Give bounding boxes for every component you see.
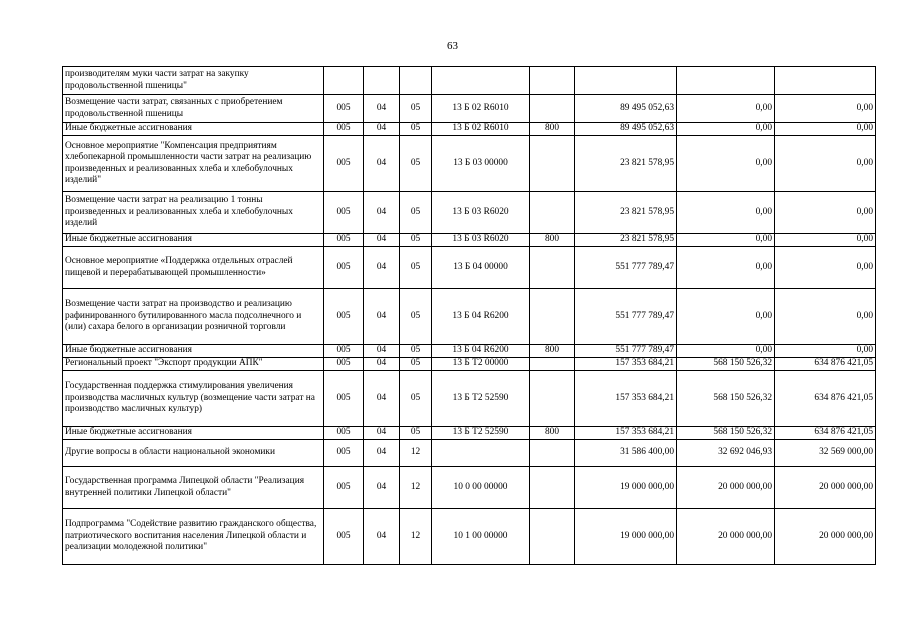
row-amount-year3-cell: 634 876 421,05 (775, 371, 876, 427)
row-amount-year1-cell: 551 777 789,47 (575, 289, 677, 345)
row-pr-cell: 12 (400, 440, 432, 467)
row-rz-cell: 04 (364, 345, 400, 358)
row-amount-year3-cell: 634 876 421,05 (775, 358, 876, 371)
row-amount-year2-cell: 0,00 (677, 136, 775, 192)
row-amount-year3-cell: 0,00 (775, 136, 876, 192)
row-amount-year3-cell: 32 569 000,00 (775, 440, 876, 467)
row-amount-year2-cell: 20 000 000,00 (677, 509, 775, 565)
table-row (63, 247, 876, 289)
row-rz-cell: 04 (364, 192, 400, 234)
row-name-cell: Государственная программа Липецкой области "Реализация внутренней политики Липецкой области" (63, 467, 324, 509)
row-vr-cell (530, 358, 575, 371)
row-amount-year1-cell: 89 495 052,63 (575, 123, 677, 136)
row-csr-cell: 13 Б T2 00000 (432, 358, 530, 371)
row-name-cell: Основное мероприятие «Поддержка отдельных отраслей пищевой и перерабатывающей промышленности» (63, 247, 324, 289)
row-rz-cell: 04 (364, 95, 400, 123)
table-row (63, 123, 876, 136)
row-amount-year3-cell: 0,00 (775, 345, 876, 358)
row-gr-cell (324, 67, 364, 95)
row-amount-year1-cell: 89 495 052,63 (575, 95, 677, 123)
row-rz-cell: 04 (364, 509, 400, 565)
row-amount-year3-cell: 0,00 (775, 192, 876, 234)
row-rz-cell: 04 (364, 247, 400, 289)
row-amount-year1-cell: 551 777 789,47 (575, 345, 677, 358)
row-vr-cell (530, 67, 575, 95)
row-amount-year1-cell: 31 586 400,00 (575, 440, 677, 467)
row-amount-year3-cell: 0,00 (775, 123, 876, 136)
row-vr-cell: 800 (530, 345, 575, 358)
table-row (63, 289, 876, 345)
table-row (63, 440, 876, 467)
row-amount-year1-cell: 19 000 000,00 (575, 467, 677, 509)
row-amount-year1-cell: 157 353 684,21 (575, 371, 677, 427)
row-amount-year3-cell: 0,00 (775, 247, 876, 289)
row-vr-cell: 800 (530, 123, 575, 136)
row-csr-cell: 10 1 00 00000 (432, 509, 530, 565)
row-pr-cell: 05 (400, 234, 432, 247)
row-rz-cell: 04 (364, 123, 400, 136)
row-pr-cell: 05 (400, 192, 432, 234)
row-pr-cell: 05 (400, 345, 432, 358)
row-amount-year1-cell: 23 821 578,95 (575, 136, 677, 192)
row-gr-cell: 005 (324, 509, 364, 565)
table-row (63, 136, 876, 192)
table-row (63, 509, 876, 565)
row-pr-cell: 05 (400, 427, 432, 440)
table-row (63, 427, 876, 440)
row-pr-cell: 05 (400, 95, 432, 123)
row-vr-cell (530, 467, 575, 509)
row-amount-year1-cell: 157 353 684,21 (575, 358, 677, 371)
row-vr-cell (530, 509, 575, 565)
row-name-cell: Государственная поддержка стимулирования увеличения производства масличных культур (возмещение части затрат на производство масличных культур) (63, 371, 324, 427)
row-rz-cell (364, 67, 400, 95)
row-csr-cell (432, 67, 530, 95)
row-rz-cell: 04 (364, 136, 400, 192)
row-name-cell: Иные бюджетные ассигнования (63, 123, 324, 136)
table-row (63, 192, 876, 234)
row-csr-cell: 13 Б T2 52590 (432, 371, 530, 427)
row-name-cell: Возмещение части затрат на реализацию 1 тонны произведенных и реализованных хлеба и хлебобулочных изделий (63, 192, 324, 234)
row-amount-year3-cell: 0,00 (775, 289, 876, 345)
row-pr-cell: 05 (400, 123, 432, 136)
row-csr-cell: 13 Б T2 52590 (432, 427, 530, 440)
row-vr-cell (530, 136, 575, 192)
row-amount-year2-cell: 568 150 526,32 (677, 358, 775, 371)
row-amount-year1-cell: 23 821 578,95 (575, 192, 677, 234)
row-csr-cell: 13 Б 03 00000 (432, 136, 530, 192)
row-csr-cell (432, 440, 530, 467)
table-row (63, 371, 876, 427)
row-amount-year2-cell: 0,00 (677, 289, 775, 345)
row-vr-cell (530, 289, 575, 345)
row-csr-cell: 13 Б 04 R6200 (432, 345, 530, 358)
row-vr-cell (530, 247, 575, 289)
row-amount-year2-cell: 568 150 526,32 (677, 371, 775, 427)
row-gr-cell: 005 (324, 440, 364, 467)
row-amount-year2-cell: 0,00 (677, 95, 775, 123)
table-row (63, 95, 876, 123)
row-amount-year2-cell: 20 000 000,00 (677, 467, 775, 509)
row-pr-cell: 05 (400, 289, 432, 345)
row-csr-cell: 13 Б 02 R6010 (432, 123, 530, 136)
row-pr-cell: 05 (400, 136, 432, 192)
table-row (63, 467, 876, 509)
row-rz-cell: 04 (364, 427, 400, 440)
table-row (63, 345, 876, 358)
row-amount-year2-cell: 0,00 (677, 234, 775, 247)
row-vr-cell (530, 95, 575, 123)
row-amount-year3-cell: 20 000 000,00 (775, 467, 876, 509)
row-pr-cell (400, 67, 432, 95)
row-gr-cell: 005 (324, 358, 364, 371)
row-vr-cell (530, 371, 575, 427)
table-row (63, 234, 876, 247)
row-gr-cell: 005 (324, 345, 364, 358)
row-amount-year3-cell: 0,00 (775, 234, 876, 247)
row-name-cell: Основное мероприятие "Компенсация предприятиям хлебопекарной промышленности части затрат на реализацию произведенных и реализованных хлеба и хлебобулочных изделий" (63, 136, 324, 192)
row-csr-cell: 13 Б 02 R6010 (432, 95, 530, 123)
budget-table (62, 66, 876, 565)
row-vr-cell (530, 440, 575, 467)
row-amount-year3-cell: 634 876 421,05 (775, 427, 876, 440)
row-vr-cell: 800 (530, 234, 575, 247)
table-row (63, 358, 876, 371)
row-vr-cell (530, 192, 575, 234)
row-rz-cell: 04 (364, 289, 400, 345)
row-amount-year1-cell: 551 777 789,47 (575, 247, 677, 289)
page-number: 63 (447, 40, 458, 52)
row-pr-cell: 12 (400, 467, 432, 509)
row-name-cell: Другие вопросы в области национальной экономики (63, 440, 324, 467)
row-csr-cell: 13 Б 04 R6200 (432, 289, 530, 345)
row-amount-year3-cell (775, 67, 876, 95)
row-gr-cell: 005 (324, 123, 364, 136)
row-name-cell: Иные бюджетные ассигнования (63, 427, 324, 440)
row-csr-cell: 13 Б 04 00000 (432, 247, 530, 289)
row-amount-year1-cell: 157 353 684,21 (575, 427, 677, 440)
row-pr-cell: 12 (400, 509, 432, 565)
row-name-cell: Иные бюджетные ассигнования (63, 234, 324, 247)
row-amount-year3-cell: 0,00 (775, 95, 876, 123)
row-gr-cell: 005 (324, 234, 364, 247)
row-gr-cell: 005 (324, 289, 364, 345)
row-amount-year2-cell (677, 67, 775, 95)
row-pr-cell: 05 (400, 358, 432, 371)
row-gr-cell: 005 (324, 427, 364, 440)
row-gr-cell: 005 (324, 192, 364, 234)
row-amount-year2-cell: 0,00 (677, 345, 775, 358)
row-name-cell: Иные бюджетные ассигнования (63, 345, 324, 358)
row-pr-cell: 05 (400, 371, 432, 427)
row-gr-cell: 005 (324, 95, 364, 123)
row-csr-cell: 13 Б 03 R6020 (432, 234, 530, 247)
row-amount-year2-cell: 568 150 526,32 (677, 427, 775, 440)
row-csr-cell: 13 Б 03 R6020 (432, 192, 530, 234)
row-amount-year2-cell: 0,00 (677, 123, 775, 136)
row-gr-cell: 005 (324, 247, 364, 289)
row-rz-cell: 04 (364, 467, 400, 509)
row-name-cell: Подпрограмма "Содействие развитию гражданского общества, патриотического воспитания населения Липецкой области и реализации молодежной политики" (63, 509, 324, 565)
row-vr-cell: 800 (530, 427, 575, 440)
row-csr-cell: 10 0 00 00000 (432, 467, 530, 509)
row-rz-cell: 04 (364, 234, 400, 247)
row-pr-cell: 05 (400, 247, 432, 289)
row-amount-year2-cell: 0,00 (677, 247, 775, 289)
row-amount-year1-cell: 19 000 000,00 (575, 509, 677, 565)
row-name-cell: Возмещение части затрат на производство и реализацию рафинированного бутилированного масла подсолнечного и (или) сахара белого в организации розничной торговли (63, 289, 324, 345)
row-gr-cell: 005 (324, 371, 364, 427)
row-amount-year3-cell: 20 000 000,00 (775, 509, 876, 565)
row-gr-cell: 005 (324, 467, 364, 509)
row-rz-cell: 04 (364, 358, 400, 371)
row-name-cell: Региональный проект "Экспорт продукции АПК" (63, 358, 324, 371)
row-amount-year2-cell: 0,00 (677, 192, 775, 234)
row-amount-year2-cell: 32 692 046,93 (677, 440, 775, 467)
row-name-cell: Возмещение части затрат, связанных с приобретением продовольственной пшеницы (63, 95, 324, 123)
row-amount-year1-cell: 23 821 578,95 (575, 234, 677, 247)
row-amount-year1-cell (575, 67, 677, 95)
row-gr-cell: 005 (324, 136, 364, 192)
table-row (63, 67, 876, 95)
row-rz-cell: 04 (364, 371, 400, 427)
row-rz-cell: 04 (364, 440, 400, 467)
row-name-cell: производителям муки части затрат на закупку продовольственной пшеницы" (63, 67, 324, 95)
